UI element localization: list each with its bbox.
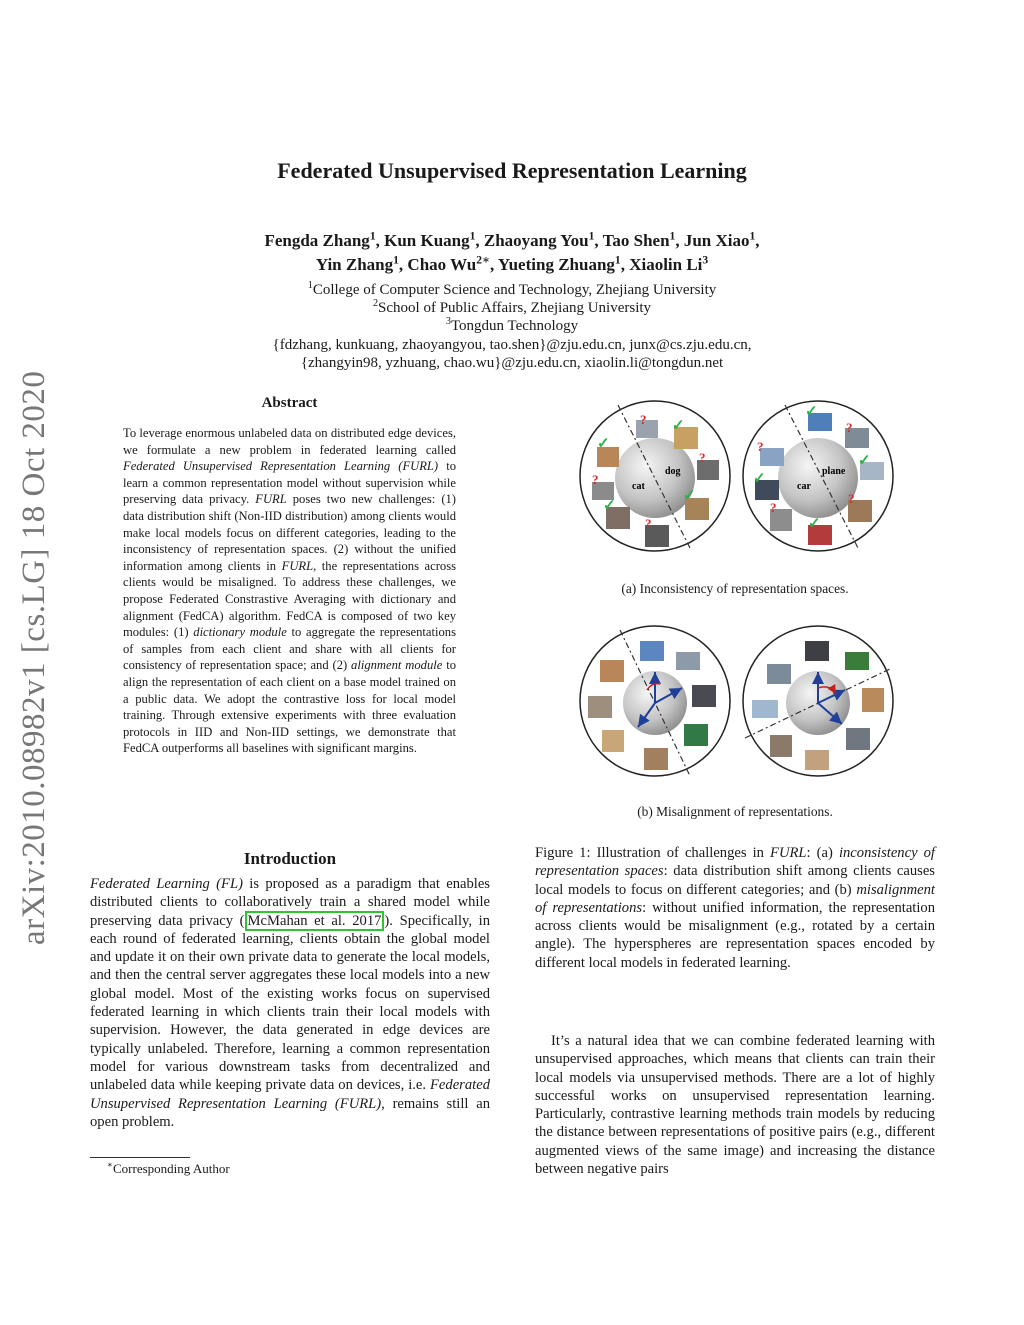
introduction-heading: Introduction [243, 849, 337, 868]
check-mark-icon: ✓ [597, 436, 610, 452]
question-mark-icon: ? [592, 472, 599, 487]
image-thumb [602, 730, 624, 752]
check-mark-icon: ✓ [753, 471, 766, 487]
author: Kun Kuang$^1$, [384, 229, 484, 250]
question-mark-icon: ? [846, 420, 853, 435]
footnote: ∗Corresponding Author [107, 1159, 230, 1176]
image-thumb [846, 728, 870, 750]
question-mark-icon: ? [757, 439, 764, 454]
question-mark-icon: ? [645, 516, 652, 531]
image-thumb [676, 652, 700, 670]
right-column-paragraph: It’s a natural idea that we can combine federated learning with unsupervised approaches, which means that clients can train their local models via unsupervised methods. There are a lot of highly successful works on unsupervised representation learning. Particularly, contrastive learning methods train models by reducing the distance between representations of positive pairs (e.g., different augmented views of the same image) and increasing the distance between negative pairs [535, 1033, 935, 1178]
paper-title: Federated Unsupervised Representation Learning [277, 158, 747, 183]
image-thumb [692, 685, 716, 707]
label-car: car [797, 481, 811, 492]
citation-link[interactable]: McMahan et al. 2017 [245, 911, 385, 931]
image-thumb [760, 448, 784, 466]
image-thumb [644, 748, 668, 770]
question-mark-icon: ? [770, 500, 777, 515]
footnote-rule [90, 1157, 190, 1158]
panel-a-right-client [743, 401, 893, 551]
image-thumb [640, 641, 664, 661]
check-mark-icon: ✓ [858, 453, 871, 469]
image-thumb [752, 700, 778, 718]
author: Yin Zhang$^1$, [315, 253, 408, 274]
image-thumb [862, 688, 884, 712]
image-thumb [805, 750, 829, 770]
image-thumb [845, 652, 869, 670]
check-mark-icon: ✓ [683, 488, 696, 504]
abstract-heading: Abstract [261, 395, 318, 411]
figure-1a-caption: (a) Inconsistency of representation spaces. [621, 581, 849, 596]
question-mark-icon: ? [640, 412, 647, 427]
panel-b-left-client [580, 626, 730, 776]
affiliation-1: $^1$College of Computer Science and Technology, Zhejiang University [307, 280, 717, 298]
introduction-body: Federated Learning (FL) is proposed as a paradigm that enables distributed clients to collaboratively train a shared model while preserving data privacy ( McMahan et al. 2017 ). Specifically, in each round of federated learning, clients obtain the global model and update it on their own private data to generate the local models, and then the central server aggregates these local models into a new global model. Most of the existing works focus on supervised federated learning in which clients train their local models with supervision. However, the data generated in edge devices are typically unlabeled. Therefore, learning a common representation model for various downstream tasks from decentralized and unlabeled data while keeping private data on devices, i.e. Federated Unsupervised Representation Learning (FURL), remains still an open problem. [90, 876, 491, 1130]
image-thumb [684, 724, 708, 746]
author: Yueting Zhuang$^1$, [497, 253, 630, 274]
figure-1-caption: Figure 1: Illustration of challenges in FURL: (a) inconsistency of representation spaces: data distribution shift among clients causes local models to focus on different categories; and (b) misalignment of representations: without unified information, the representation across clients would be misalignment (e.g., rotated by a certain angle). The hyperspheres are representation spaces encoded by different local models in federated learning. [535, 845, 936, 971]
author: Fengda Zhang$^1$, [264, 229, 385, 250]
author: Xiaolin Li$^3$ [629, 253, 709, 274]
label-cat: cat [632, 481, 645, 492]
arxiv-side-label: arXiv:2010.08982v1 [cs.LG] 18 Oct 2020 [16, 370, 52, 945]
check-mark-icon: ✓ [672, 418, 685, 434]
author: Zhaoyang You$^1$, [483, 229, 603, 250]
image-thumb [805, 641, 829, 661]
author: Jun Xiao$^1$, [683, 229, 760, 250]
panel-a-left-client [580, 401, 730, 551]
question-mark-icon: ? [699, 450, 706, 465]
figure-1b-caption: (b) Misalignment of representations. [637, 804, 833, 819]
image-thumb [600, 660, 624, 682]
panel-b-right-client [743, 626, 893, 776]
abstract-body: To leverage enormous unlabeled data on distributed edge devices, we formulate a new problem in federated learning called Federated Unsupervised Representation Learning (FURL) to learn a common representation model without supervision while preserving data privacy. FURL poses two new challenges: (1) data distribution shift (Non-IID distribution) among clients would make local models focus on different categories, leading to the inconsistency of representation spaces. (2) without the unified information among clients in FURL, the representations across clients would be misaligned. To address these challenges, we propose Federated Constrastive Averaging with dictionary and alignment (FedCA) algorithm. FedCA is composed of two key modules: (1) dictionary module to aggregate the representations of samples from each client and share with all clients for consistency of representation space; and (2) alignment module to align the representation of each client on a base model trained on a public data. We adopt the contrastive loss for local model training. Through extensive experiments with three evaluation protocols in IID and Non-IID settings, we demonstrate that FedCA outperforms all baselines with significant margins. [123, 426, 457, 756]
image-thumb [767, 664, 791, 684]
email-line-2: {zhangyin98, yzhuang, chao.wu}@zju.edu.cn, xiaolin.li@tongdun.net [300, 355, 724, 371]
author: Chao $Wu^{2∗}$, [407, 253, 498, 274]
affiliation-3: $^3$Tongdun Technology [445, 316, 579, 334]
label-plane: plane [822, 466, 846, 477]
hypersphere [615, 438, 695, 518]
image-thumb [770, 735, 792, 757]
hypersphere [778, 438, 858, 518]
label-dog: dog [665, 466, 681, 477]
image-thumb [588, 696, 612, 718]
check-mark-icon: ✓ [808, 516, 821, 532]
check-mark-icon: ✓ [603, 498, 616, 514]
author: Tao Shen$^1$, [602, 229, 684, 250]
affiliation-2: $^2$School of Public Affairs, Zhejiang University [372, 298, 652, 316]
question-mark-icon: ? [848, 491, 855, 506]
check-mark-icon: ✓ [805, 404, 818, 420]
email-line-1: {fdzhang, kunkuang, zhaoyangyou, tao.shen}@zju.edu.cn, junx@cs.zju.edu.cn, [272, 337, 752, 353]
